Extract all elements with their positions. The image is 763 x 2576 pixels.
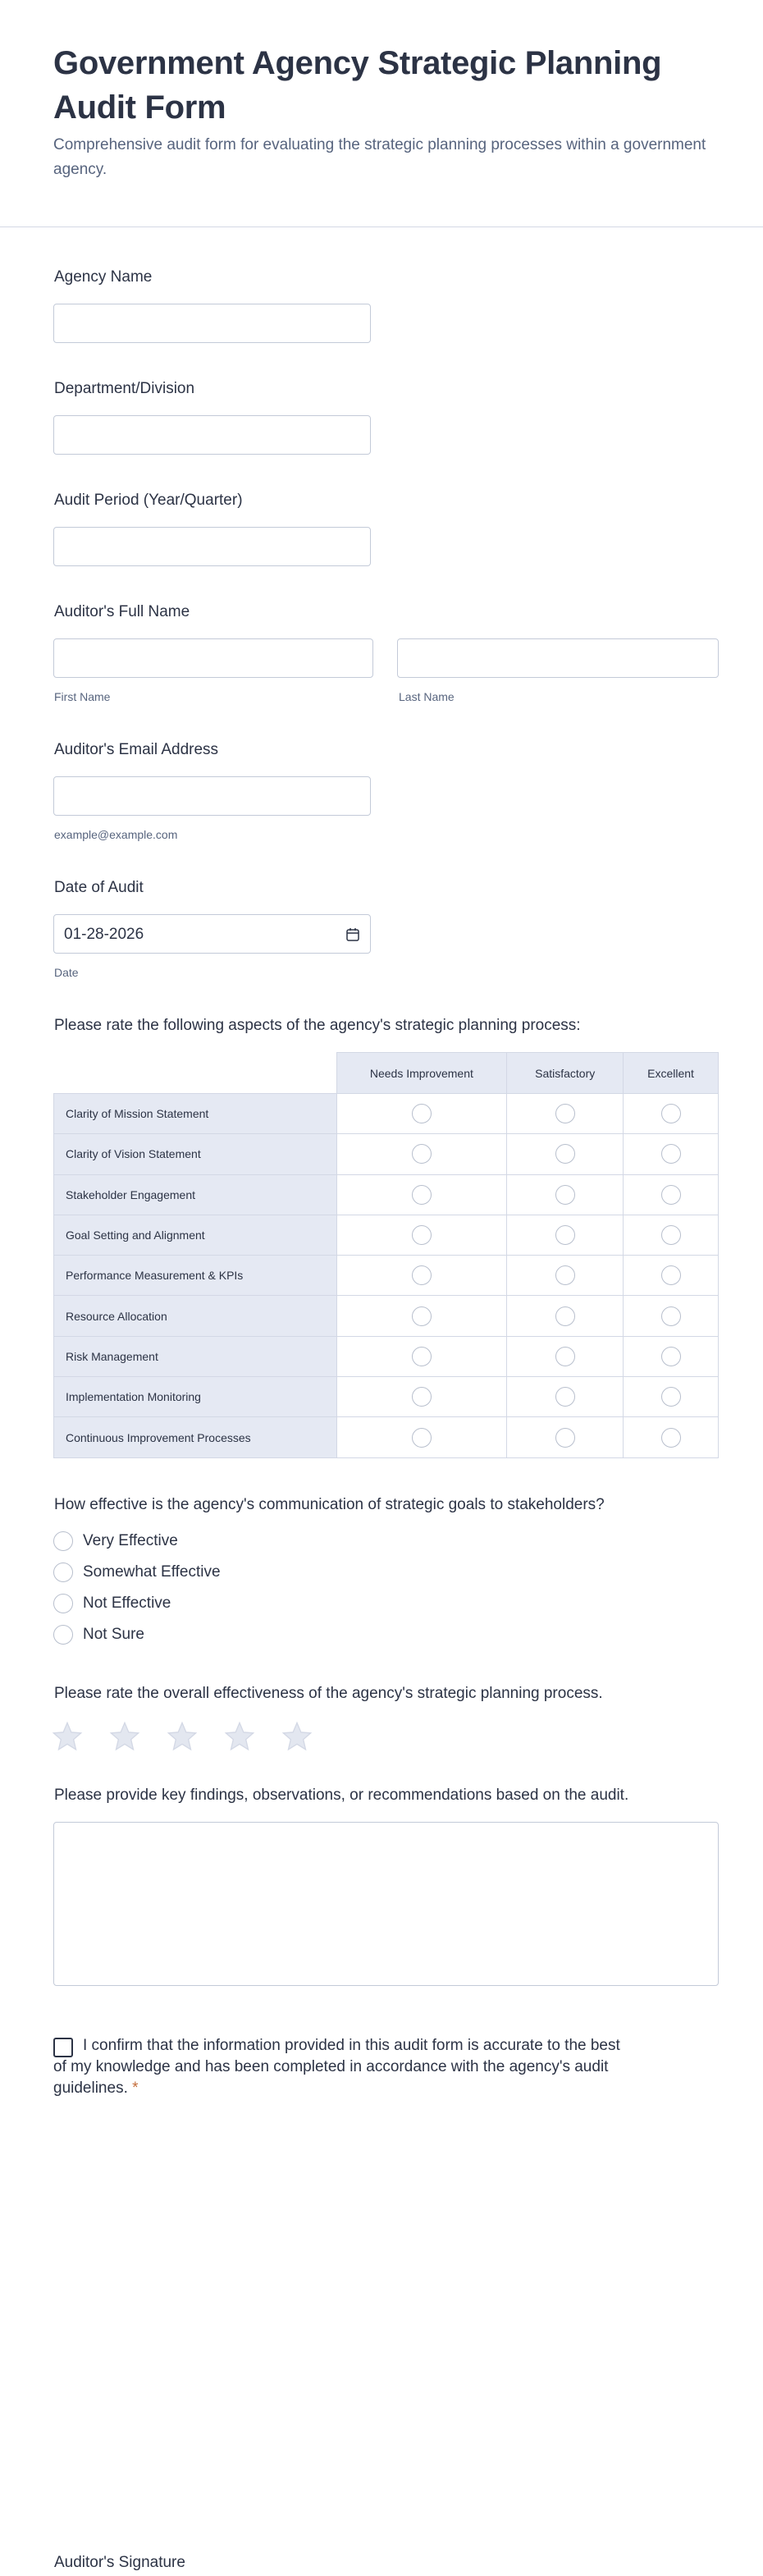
communication-option[interactable]	[53, 1619, 221, 1650]
matrix-radio[interactable]	[412, 1225, 432, 1245]
matrix-radio[interactable]	[661, 1144, 681, 1164]
matrix-row	[54, 1215, 719, 1255]
matrix-cell	[336, 1296, 507, 1336]
agency-name-label: Agency Name	[54, 268, 153, 286]
date-value: 01-28-2026	[64, 926, 144, 943]
matrix-cell	[507, 1094, 624, 1134]
star-icon[interactable]	[223, 1720, 256, 1753]
confirm-text-block	[53, 2035, 636, 2099]
communication-question: How effective is the agency's communication of strategic goals to stakeholders?	[54, 1496, 605, 1513]
rating-matrix	[53, 1052, 719, 1458]
matrix-cell	[624, 1215, 719, 1255]
matrix-radio[interactable]	[412, 1306, 432, 1326]
email-label: Auditor's Email Address	[54, 741, 219, 758]
matrix-column-header: Excellent	[624, 1053, 719, 1094]
matrix-row	[54, 1256, 719, 1296]
date-sublabel: Date	[54, 966, 79, 979]
department-label: Department/Division	[54, 380, 195, 397]
radio-button[interactable]	[53, 1531, 73, 1551]
matrix-column-header: Needs Improvement	[336, 1053, 507, 1094]
audit-period-label: Audit Period (Year/Quarter)	[54, 492, 243, 509]
matrix-radio[interactable]	[555, 1428, 575, 1448]
matrix-cell	[336, 1174, 507, 1215]
matrix-cell	[507, 1296, 624, 1336]
matrix-column-header: Satisfactory	[507, 1053, 624, 1094]
matrix-row-label: Resource Allocation	[54, 1296, 337, 1336]
matrix-cell	[624, 1174, 719, 1215]
communication-options	[53, 1526, 221, 1650]
matrix-radio[interactable]	[661, 1265, 681, 1285]
auditor-name-label: Auditor's Full Name	[54, 603, 190, 620]
matrix-radio[interactable]	[412, 1144, 432, 1164]
matrix-cell	[624, 1296, 719, 1336]
department-input[interactable]	[53, 415, 371, 455]
matrix-cell	[336, 1215, 507, 1255]
matrix-cell	[507, 1134, 624, 1174]
matrix-radio[interactable]	[661, 1387, 681, 1407]
form-title: Government Agency Strategic Planning Audit Form	[53, 45, 662, 126]
matrix-radio[interactable]	[661, 1185, 681, 1205]
matrix-cell	[624, 1336, 719, 1376]
first-name-input[interactable]	[53, 638, 373, 678]
header-divider	[0, 226, 763, 227]
matrix-cell	[624, 1417, 719, 1457]
matrix-row-label: Implementation Monitoring	[54, 1377, 337, 1417]
matrix-cell	[624, 1134, 719, 1174]
matrix-corner	[54, 1053, 337, 1094]
matrix-radio[interactable]	[555, 1347, 575, 1366]
communication-option[interactable]	[53, 1557, 221, 1588]
option-label: Very Effective	[83, 1532, 178, 1549]
matrix-cell	[507, 1215, 624, 1255]
email-input[interactable]	[53, 776, 371, 816]
matrix-cell	[507, 1417, 624, 1457]
matrix-cell	[336, 1094, 507, 1134]
matrix-radio[interactable]	[555, 1104, 575, 1123]
option-label: Somewhat Effective	[83, 1563, 221, 1581]
star-icon[interactable]	[281, 1720, 313, 1753]
star-icon[interactable]	[51, 1720, 84, 1753]
matrix-radio[interactable]	[661, 1428, 681, 1448]
first-name-sublabel: First Name	[54, 690, 111, 703]
matrix-radio[interactable]	[412, 1265, 432, 1285]
last-name-sublabel: Last Name	[399, 690, 455, 703]
matrix-question: Please rate the following aspects of the agency's strategic planning process:	[54, 1017, 581, 1034]
matrix-radio[interactable]	[555, 1225, 575, 1245]
matrix-cell	[336, 1377, 507, 1417]
matrix-radio[interactable]	[555, 1306, 575, 1326]
findings-textarea[interactable]	[53, 1822, 719, 1986]
matrix-radio[interactable]	[661, 1347, 681, 1366]
date-label: Date of Audit	[54, 879, 144, 896]
form-subtitle: Comprehensive audit form for evaluating the strategic planning processes within a government agency.	[53, 136, 706, 178]
matrix-radio[interactable]	[555, 1144, 575, 1164]
matrix-radio[interactable]	[412, 1104, 432, 1123]
matrix-cell	[507, 1256, 624, 1296]
option-label: Not Effective	[83, 1595, 171, 1612]
matrix-radio[interactable]	[412, 1428, 432, 1448]
option-label: Not Sure	[83, 1626, 144, 1643]
matrix-row-label: Clarity of Mission Statement	[54, 1094, 337, 1134]
matrix-row	[54, 1377, 719, 1417]
matrix-row-label: Risk Management	[54, 1336, 337, 1376]
star-icon[interactable]	[166, 1720, 199, 1753]
matrix-radio[interactable]	[412, 1185, 432, 1205]
communication-option[interactable]	[53, 1526, 221, 1557]
matrix-cell	[336, 1256, 507, 1296]
matrix-radio[interactable]	[412, 1347, 432, 1366]
date-input[interactable]	[53, 914, 371, 954]
matrix-cell	[624, 1256, 719, 1296]
matrix-row	[54, 1174, 719, 1215]
star-icon[interactable]	[108, 1720, 141, 1753]
findings-label: Please provide key findings, observations, or recommendations based on the audit.	[54, 1787, 629, 1804]
matrix-row-label: Goal Setting and Alignment	[54, 1215, 337, 1255]
matrix-cell	[507, 1336, 624, 1376]
star-rating	[51, 1720, 313, 1753]
matrix-row-label: Clarity of Vision Statement	[54, 1134, 337, 1174]
rating-question: Please rate the overall effectiveness of the agency's strategic planning process.	[54, 1685, 603, 1702]
confirm-text: I confirm that the information provided in this audit form is accurate to the best of my knowledge and has been completed in accordance with the agency's audit guidelines.	[53, 2037, 620, 2097]
matrix-radio[interactable]	[661, 1306, 681, 1326]
radio-button[interactable]	[53, 1594, 73, 1613]
matrix-row	[54, 1336, 719, 1376]
matrix-radio[interactable]	[555, 1387, 575, 1407]
matrix-row	[54, 1134, 719, 1174]
email-sublabel: example@example.com	[54, 828, 178, 841]
matrix-row	[54, 1296, 719, 1336]
radio-button[interactable]	[53, 1625, 73, 1645]
audit-period-input[interactable]	[53, 527, 371, 566]
matrix-cell	[336, 1417, 507, 1457]
required-mark: *	[132, 2080, 139, 2097]
matrix-row-label: Performance Measurement & KPIs	[54, 1256, 337, 1296]
matrix-cell	[336, 1134, 507, 1174]
communication-option[interactable]	[53, 1588, 221, 1619]
matrix-cell	[336, 1336, 507, 1376]
matrix-cell	[624, 1377, 719, 1417]
agency-name-input[interactable]	[53, 304, 371, 343]
matrix-radio[interactable]	[412, 1387, 432, 1407]
radio-button[interactable]	[53, 1563, 73, 1582]
matrix-row	[54, 1417, 719, 1457]
matrix-cell	[507, 1377, 624, 1417]
matrix-row-label: Stakeholder Engagement	[54, 1174, 337, 1215]
matrix-radio[interactable]	[555, 1185, 575, 1205]
matrix-row	[54, 1094, 719, 1134]
matrix-radio[interactable]	[555, 1265, 575, 1285]
matrix-radio[interactable]	[661, 1104, 681, 1123]
calendar-icon[interactable]	[345, 927, 360, 942]
matrix-cell	[507, 1174, 624, 1215]
signature-label: Auditor's Signature	[54, 2554, 185, 2571]
matrix-radio[interactable]	[661, 1225, 681, 1245]
last-name-input[interactable]	[397, 638, 719, 678]
matrix-cell	[624, 1094, 719, 1134]
matrix-row-label: Continuous Improvement Processes	[54, 1417, 337, 1457]
